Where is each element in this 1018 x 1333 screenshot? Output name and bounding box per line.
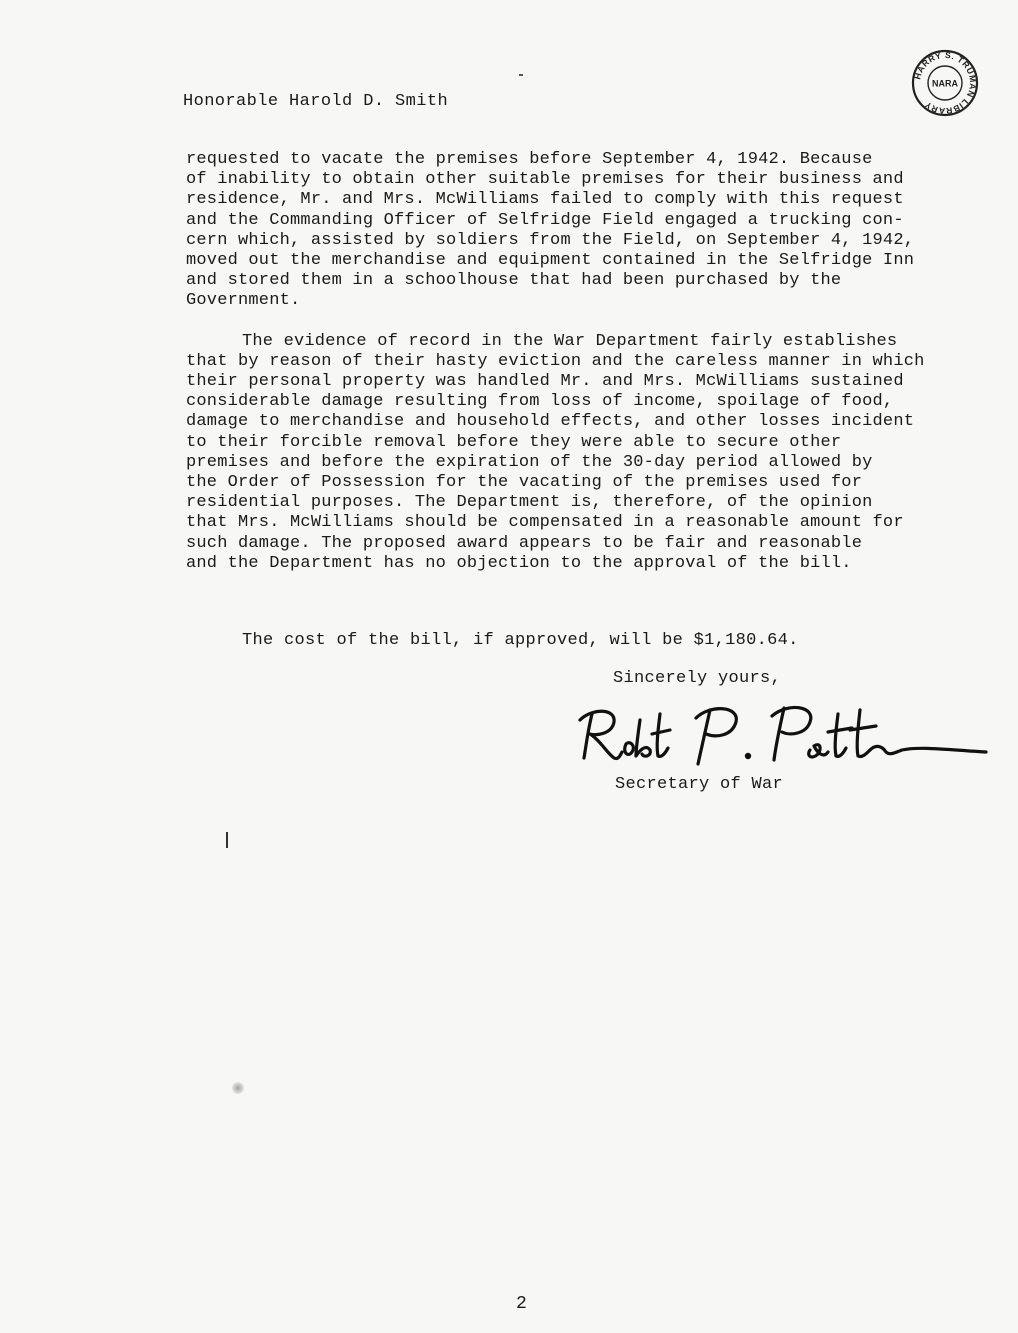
closing-salutation: Sincerely yours,	[613, 669, 782, 688]
paragraph-evidence: The evidence of record in the War Department fairly establishes that by reason of their hasty eviction and the careless manner in which their personal property was handled Mr. and Mrs. McWilliams sustained considerable damage resulting from loss of income, spoilage of food, damage to merchandise and household effects, and other losses incident to their forcible removal before they were able to secure other premises and before the expiration of the 30-day period allowed by the Order of Possession for the vacating of the premises used for residential purposes. The Department is, therefore, of the opinion that Mrs. McWilliams should be compensated in a reasonable amount for such damage. The proposed award appears to be fair and reasonable and the Department has no objection to the approval of the bill.	[186, 331, 925, 573]
handwritten-signature	[570, 700, 990, 772]
stray-mark	[226, 832, 228, 848]
page-number: 2	[516, 1294, 527, 1314]
letter-body	[186, 150, 946, 594]
ink-smudge	[232, 1082, 244, 1094]
addressee-line: Honorable Harold D. Smith	[183, 92, 449, 111]
paragraph-continuation: requested to vacate the premises before September 4, 1942. Because of inability to obtain other suitable premises for their business and residence, Mr. and Mrs. McWilliams failed to comply with this request and the Commanding Officer of Selfridge Field engaged a trucking con- cern which, assisted by soldiers from the Field, on September 4, 1942, moved out the merchandise and equipment contained in the Selfridge Inn and stored them in a schoolhouse that had been purchased by the Government.	[186, 150, 915, 311]
archive-stamp	[910, 48, 980, 118]
stamp-center-text: NARA	[932, 78, 958, 89]
signer-title: Secretary of War	[615, 775, 784, 794]
ink-speck	[519, 74, 523, 76]
stamp-ring-text: HARRY S. TRUMAN LIBRARY	[912, 49, 979, 117]
cost-line: The cost of the bill, if approved, will be $1,180.64.	[242, 631, 799, 650]
